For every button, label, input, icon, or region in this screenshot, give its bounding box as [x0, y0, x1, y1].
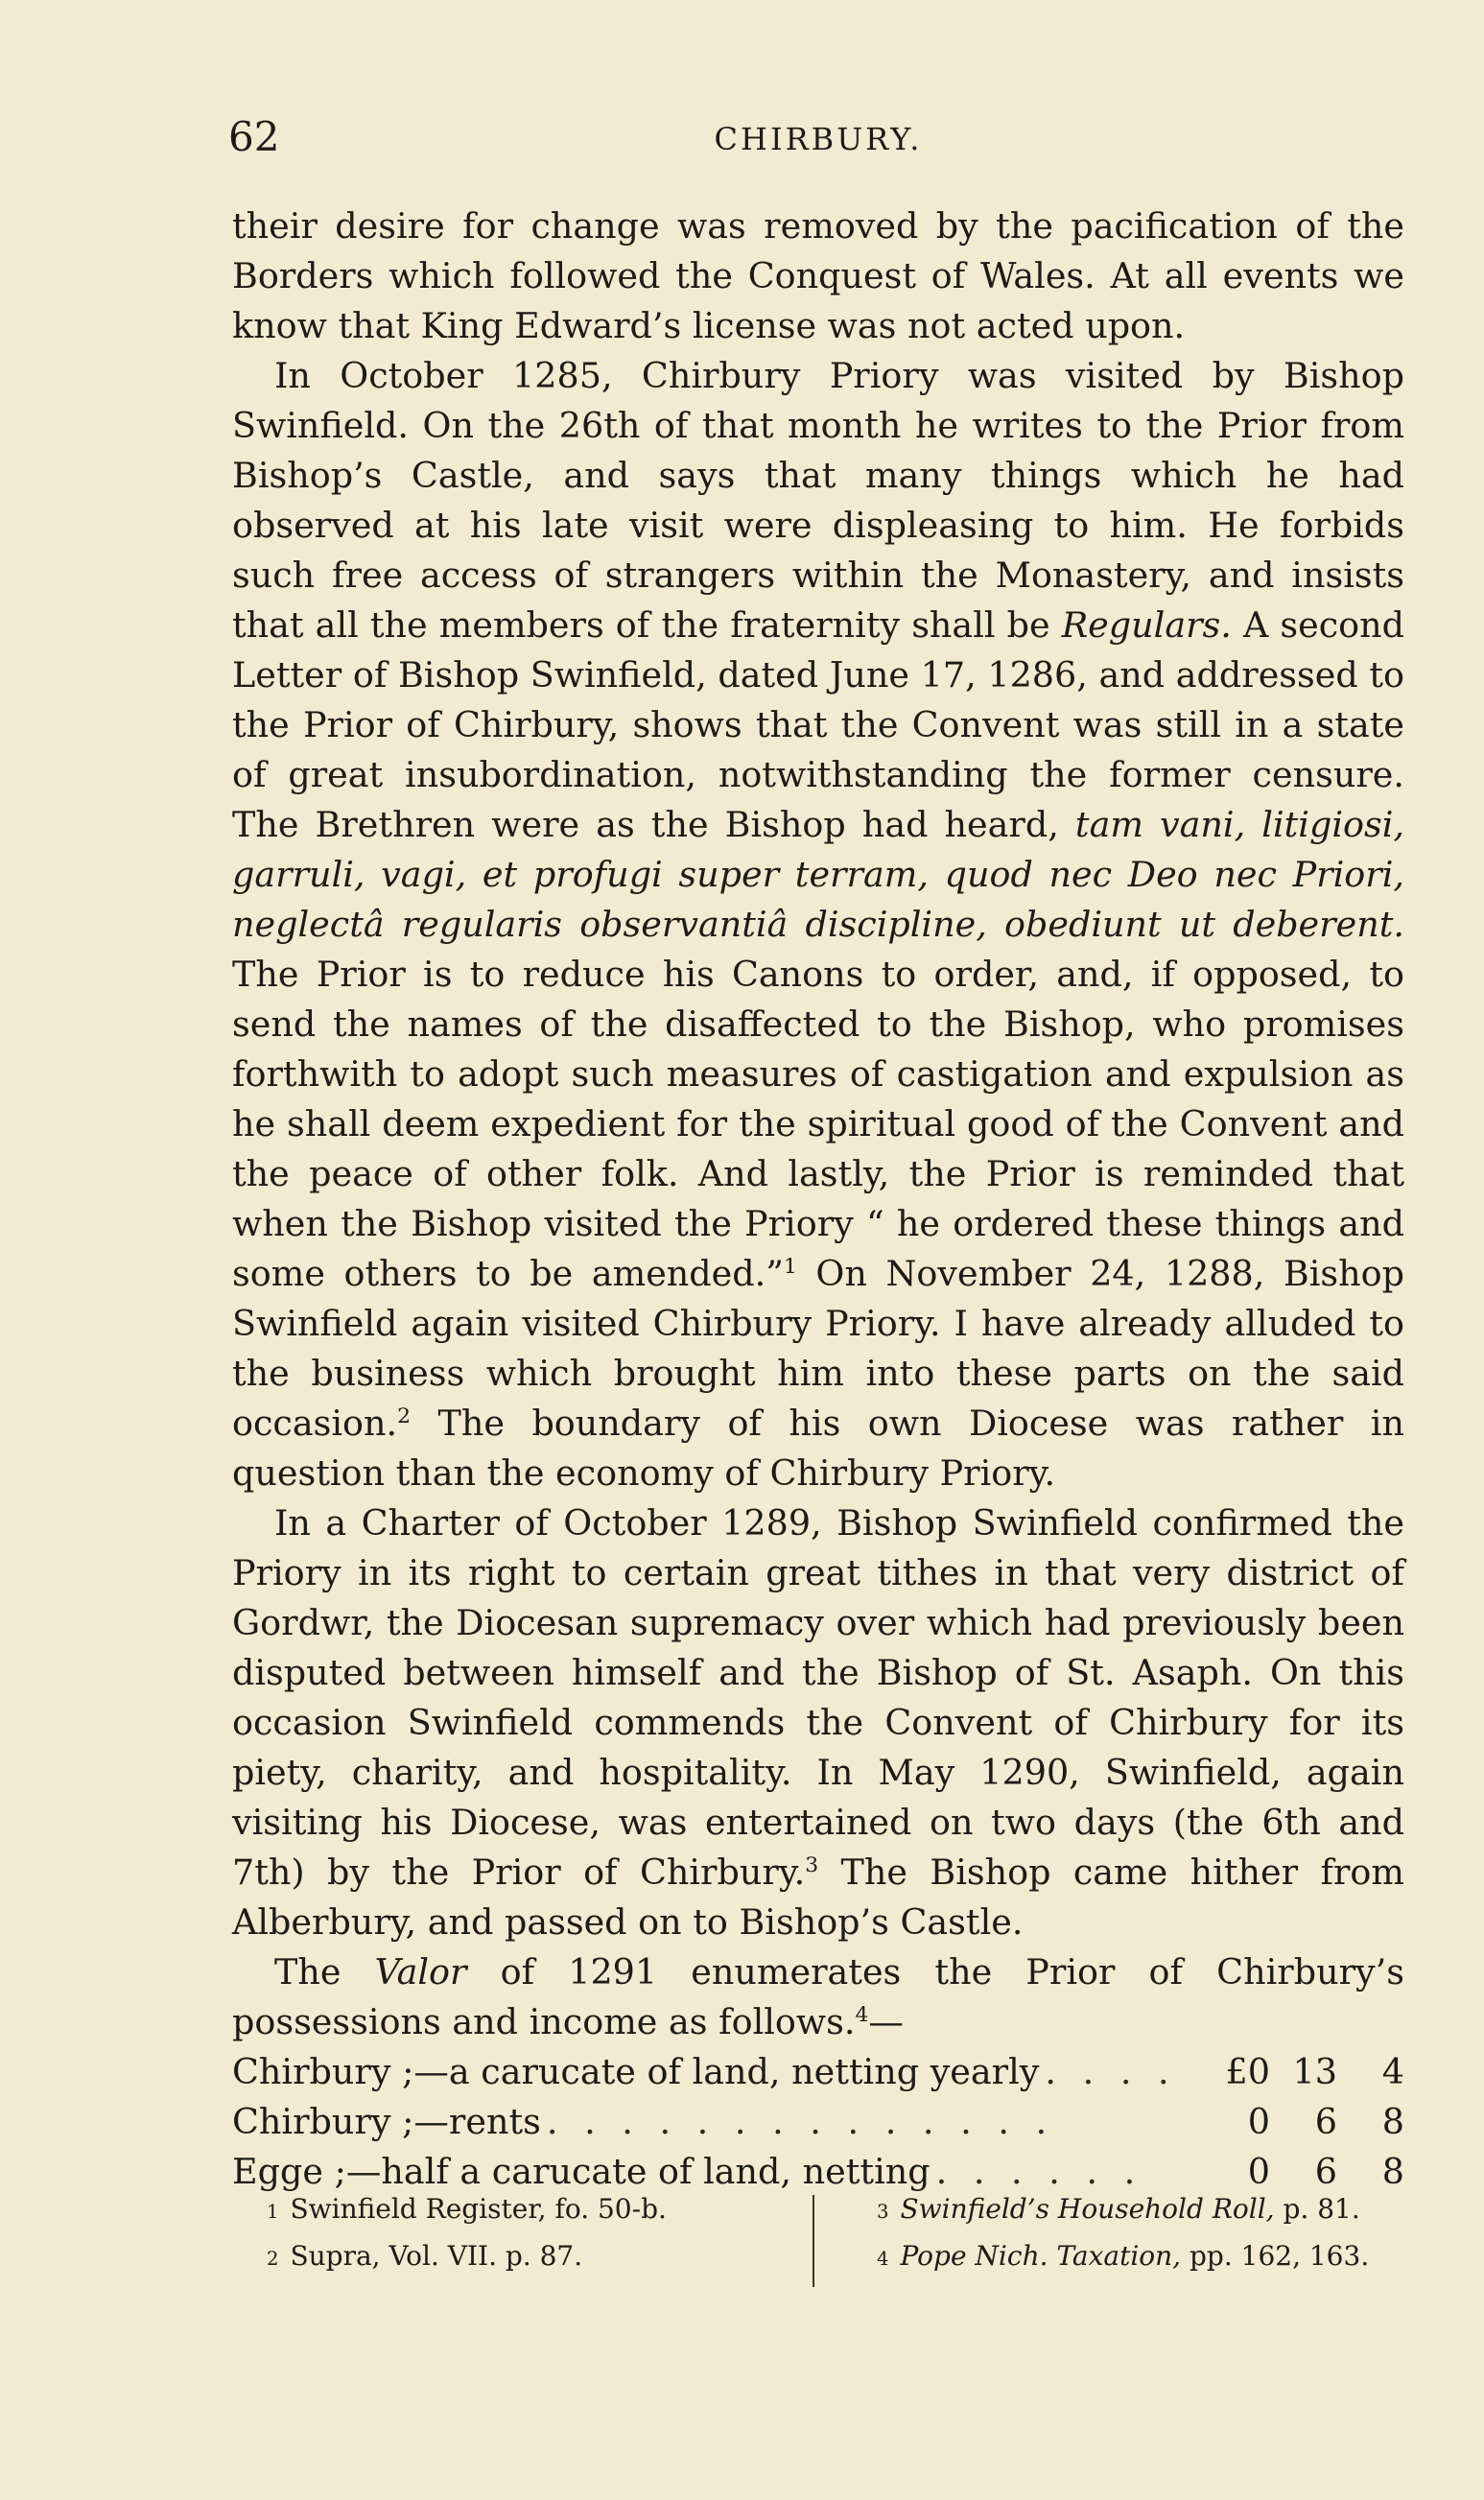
text-run: pp. 162, 163.	[1181, 2240, 1370, 2272]
text-run: The Prior is to reduce his Canons to order, and, if opposed, to send the names of the disaffected to the Bishop, who promises forthwith to adopt such measures of castigation and expulsion as he shall deem expedient for the spiritual good of the Convent and the peace of other folk. And lastly, the Prior is reminded that when the Bishop visited the Priory “ he ordered these things and some others to be amended.”	[232, 954, 1404, 1294]
text-run: The boundary of his own Diocese was rather in question than the economy of Chirbury Priory.	[232, 1403, 1404, 1494]
footnote	[267, 2234, 667, 2281]
ledger-pence: 8	[1381, 2151, 1404, 2192]
italic-text: Valor	[374, 1951, 467, 1993]
text-run: their desire for change was removed by the pacification of the Borders which followed the Conquest of Wales. At all events we know that King Edward’s license was not acted upon.	[232, 205, 1404, 346]
ledger-row	[232, 2097, 1404, 2147]
footnote-ref: 2	[397, 1403, 412, 1428]
ledger-row	[232, 2047, 1404, 2097]
body-text	[232, 201, 1404, 2197]
italic-text: tam vani, litigiosi, garruli, vagi, et profugi super terram, quod nec Deo nec Priori, neglectâ regularis observantiâ discipline, obediunt ut deberent.	[232, 804, 1404, 945]
page-header	[228, 113, 1408, 171]
running-title: CHIRBURY.	[714, 121, 923, 157]
text-run: p. 81.	[1274, 2193, 1360, 2225]
ledger-shillings: 6	[1314, 2151, 1337, 2192]
ledger-pounds: £0	[1225, 2051, 1270, 2092]
text-run: In a Charter of October 1289, Bishop Swinfield confirmed the Priory in its right to certain great tithes in that very district of Gordwr, the Diocesan supremacy over which had previously been disputed between himself and the Bishop of St. Asaph. On this occasion Swinfield commends the Convent of Chirbury for its piety, charity, and hospitality. In May 1290, Swinfield, again visiting his Diocese, was entertained on two days (the 6th and 7th) by the Prior of Chirbury.	[232, 1502, 1404, 1893]
footnote-mark: 3	[877, 2201, 889, 2223]
text-run: In October 1285, Chirbury Priory was visited by Bishop Swinfield. On the 26th of that month he writes to the Prior from Bishop’s Castle, and says that many things which he had observed at his late visit were displeasing to him. He forbids such free access of strangers within the Monastery, and insists that all the members of the fraternity shall be	[232, 355, 1404, 646]
ledger-description: Egge ;—half a carucate of land, netting	[232, 2151, 930, 2192]
footnote	[877, 2234, 1369, 2281]
footnote-ref: 4	[855, 2002, 869, 2027]
footnote	[267, 2187, 667, 2234]
italic-text: Regulars.	[1061, 604, 1232, 646]
ledger-amount	[1203, 2047, 1404, 2097]
possessions-ledger	[232, 2047, 1404, 2197]
ledger-leader: . . . . . .	[935, 2151, 1143, 2192]
footnotes	[232, 2187, 1404, 2293]
footnote-mark: 4	[877, 2248, 889, 2270]
page-number: 62	[228, 113, 280, 160]
footnote-mark: 2	[267, 2248, 279, 2270]
text-run: A second Letter of Bishop Swinfield, dated June 17, 1286, and addressed to the Prior of Chirbury, shows that the Convent was still in a state of great insubordination, notwithstanding the former censure. The Brethren were as the Bishop had heard,	[232, 604, 1405, 845]
italic-text: Pope Nich. Taxation,	[900, 2240, 1182, 2272]
text-run: The Bishop came hither from Alberbury, and passed on to Bishop’s Castle.	[232, 1851, 1404, 1943]
ledger-pence: 4	[1381, 2051, 1404, 2092]
ledger-description: Chirbury ;—rents	[232, 2101, 541, 2142]
ledger-leader: . . . . . . . . . . . . . .	[546, 2101, 1055, 2142]
footnote-ref: 1	[783, 1254, 797, 1279]
paragraph	[232, 351, 1404, 1498]
ledger-shillings: 6	[1314, 2101, 1337, 2142]
ledger-pounds: 0	[1247, 2151, 1270, 2192]
ledger-leader: . . . .	[1045, 2051, 1177, 2092]
text-run: Swinfield Register, fo. 50-b.	[290, 2193, 667, 2225]
ledger-pounds: 0	[1247, 2101, 1270, 2142]
text-run: The	[274, 1951, 375, 1993]
paragraph	[232, 1947, 1404, 2047]
footnote-mark: 1	[267, 2201, 279, 2223]
footnotes-left	[267, 2187, 667, 2281]
footnote-ref: 3	[805, 1852, 819, 1877]
footnotes-right	[877, 2187, 1369, 2281]
ledger-pence: 8	[1381, 2101, 1404, 2142]
paragraph	[232, 201, 1404, 351]
footnote	[877, 2187, 1369, 2234]
ledger-shillings: 13	[1292, 2051, 1337, 2092]
ledger-amount	[1203, 2097, 1404, 2147]
text-run: Supra, Vol. VII. p. 87.	[290, 2240, 583, 2272]
paragraph	[232, 1498, 1404, 1947]
ledger-description: Chirbury ;—a carucate of land, netting yearly	[232, 2051, 1040, 2092]
text-run: On November 24, 1288, Bishop Swinfield again visited Chirbury Priory. I have already alluded to the business which brought him into these parts on the said occasion.	[232, 1253, 1405, 1444]
italic-text: Swinfield’s Household Roll,	[900, 2193, 1275, 2225]
footnote-divider	[813, 2195, 814, 2287]
text-run: —	[868, 2001, 904, 2042]
text-run: of 1291 enumerates the Prior of Chirbury’s possessions and income as follows.	[232, 1951, 1404, 2042]
